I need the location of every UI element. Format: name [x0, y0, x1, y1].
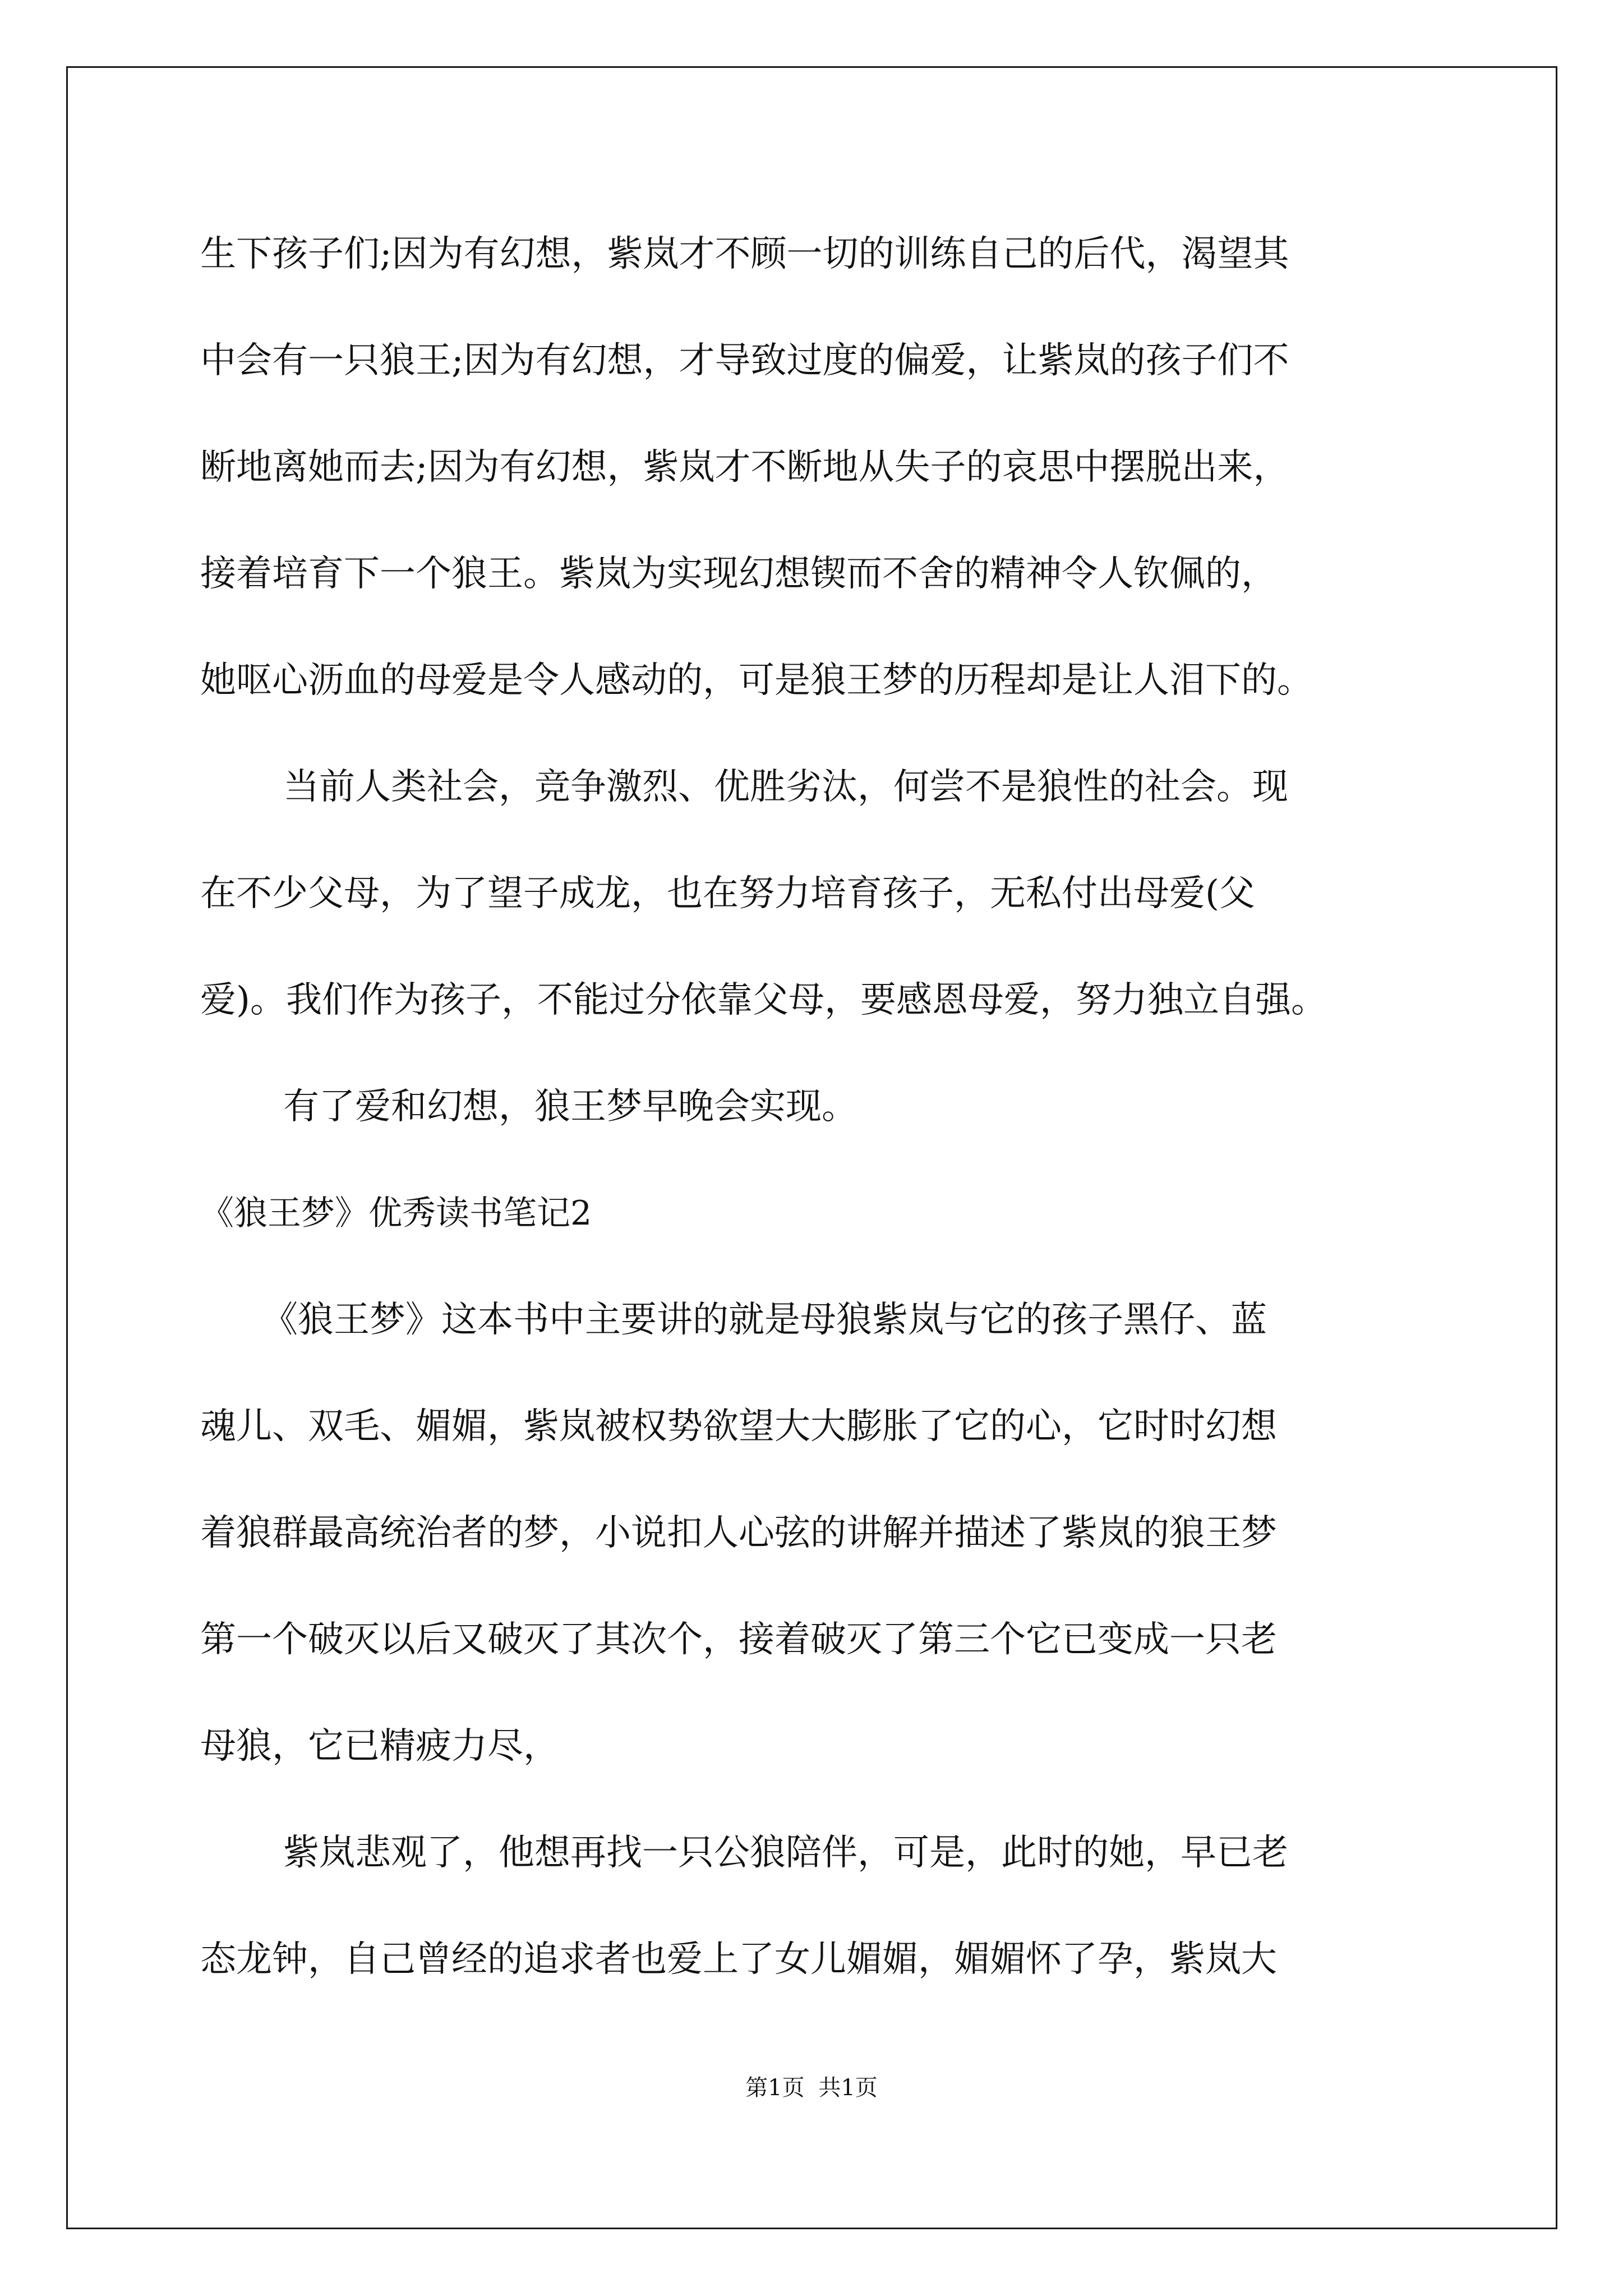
page-footer [0, 2071, 1623, 2105]
paragraph-line: 着狼群最高统治者的梦，小说扣人心弦的讲解并描述了紫岚的狼王梦 [200, 1512, 1277, 1554]
paragraph-line: 爱)。我们作为孩子，不能过分依靠父母，要感恩母爱，努力独立自强。 [200, 979, 1327, 1021]
page-border [66, 66, 1557, 2229]
paragraph-line: 当前人类社会，竞争激烈、优胜劣汰，何尝不是狼性的社会。现 [283, 766, 1288, 808]
paragraph-line: 第一个破灭以后又破灭了其次个，接着破灭了第三个它已变成一只老 [200, 1619, 1277, 1660]
page-total: 共1页 [818, 2075, 878, 2101]
paragraph-line: 接着培育下一个狼王。紫岚为实现幻想锲而不舍的精神令人钦佩的， [200, 553, 1277, 595]
paragraph-line: 有了爱和幻想，狼王梦早晚会实现。 [283, 1086, 857, 1128]
paragraph-line: 魂儿、双毛、媚媚，紫岚被权势欲望大大膨胀了它的心，它时时幻想 [200, 1406, 1277, 1447]
paragraph-line: 态龙钟，自己曾经的追求者也爱上了女儿媚媚，媚媚怀了孕，紫岚大 [200, 1939, 1277, 1980]
paragraph-line: 中会有一只狼王;因为有幻想，才导致过度的偏爱，让紫岚的孩子们不 [200, 340, 1289, 381]
paragraph-line: 紫岚悲观了，他想再找一只公狼陪伴，可是，此时的她，早已老 [283, 1832, 1288, 1874]
paragraph-line: 在不少父母，为了望子成龙，也在努力培育孩子，无私付出母爱(父 [200, 873, 1255, 914]
paragraph-line: 她呕心沥血的母爱是令人感动的，可是狼王梦的历程却是让人泪下的。 [200, 660, 1313, 701]
paragraph-line: 断地离她而去;因为有幻想，紫岚才不断地从失子的哀思中摆脱出来， [200, 447, 1289, 488]
section-title: 《狼王梦》优秀读书笔记2 [200, 1194, 592, 1233]
paragraph-line: 《狼王梦》这本书中主要讲的就是母狼紫岚与它的孩子黑仔、蓝 [262, 1299, 1267, 1341]
page-number: 第1页 [745, 2075, 805, 2101]
paragraph-line: 母狼，它已精疲力尽， [200, 1726, 559, 1767]
paragraph-line: 生下孩子们;因为有幻想，紫岚才不顾一切的训练自己的后代，渴望其 [200, 233, 1289, 275]
